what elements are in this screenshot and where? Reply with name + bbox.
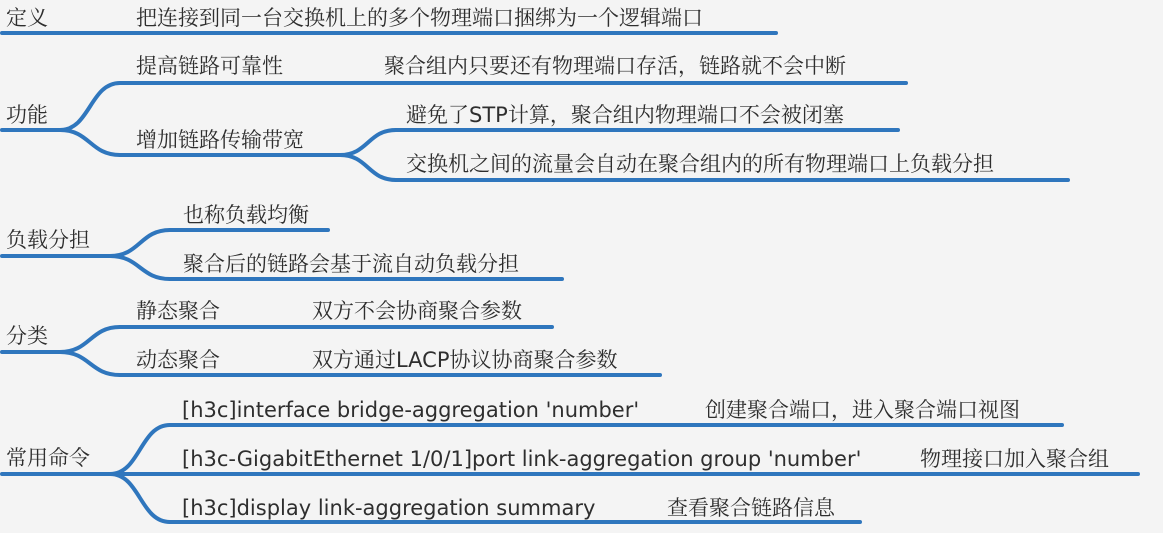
topic-definition: 定义 (6, 6, 48, 30)
function-reliability-detail: 聚合组内只要还有物理端口存活，链路就不会中断 (384, 54, 846, 78)
function-bandwidth-detail-2: 交换机之间的流量会自动在聚合组内的所有物理端口上负载分担 (406, 152, 994, 176)
classification-static-detail: 双方不会协商聚合参数 (312, 299, 522, 323)
classification-dynamic-detail: 双方通过LACP协议协商聚合参数 (312, 348, 618, 372)
classification-dynamic: 动态聚合 (136, 348, 220, 372)
command-3: [h3c]display link-aggregation summary (182, 496, 596, 520)
load-balance-item-2: 聚合后的链路会基于流自动负载分担 (183, 252, 519, 276)
command-1: [h3c]interface bridge-aggregation 'number' (182, 398, 640, 422)
topic-function: 功能 (6, 103, 48, 127)
command-2-desc: 物理接口加入聚合组 (920, 447, 1109, 471)
function-bandwidth-detail-1: 避免了STP计算，聚合组内物理端口不会被闭塞 (406, 103, 844, 127)
link-classification-static (60, 327, 120, 352)
link-load-balance-2 (110, 256, 170, 279)
link-classification-dynamic (60, 352, 120, 375)
command-1-desc: 创建聚合端口，进入聚合端口视图 (705, 398, 1020, 422)
link-command-3 (110, 474, 170, 522)
link-bandwidth-2 (340, 155, 396, 180)
function-reliability: 提高链路可靠性 (136, 54, 283, 78)
command-2: [h3c-GigabitEthernet 1/0/1]port link-aggregation group 'number' (182, 447, 862, 471)
definition-text: 把连接到同一台交换机上的多个物理端口捆绑为一个逻辑端口 (136, 6, 703, 30)
link-load-balance-1 (110, 230, 170, 256)
topic-commands: 常用命令 (6, 446, 90, 470)
link-bandwidth-1 (340, 130, 396, 155)
link-function-bandwidth (60, 130, 120, 155)
command-3-desc: 查看聚合链路信息 (667, 496, 835, 520)
load-balance-item-1: 也称负载均衡 (183, 203, 309, 227)
classification-static: 静态聚合 (136, 299, 220, 323)
link-function-reliability (60, 83, 120, 130)
topic-classification: 分类 (6, 324, 48, 348)
topic-load-balance: 负载分担 (6, 228, 90, 252)
function-bandwidth: 增加链路传输带宽 (136, 128, 304, 152)
link-command-1 (110, 425, 170, 474)
